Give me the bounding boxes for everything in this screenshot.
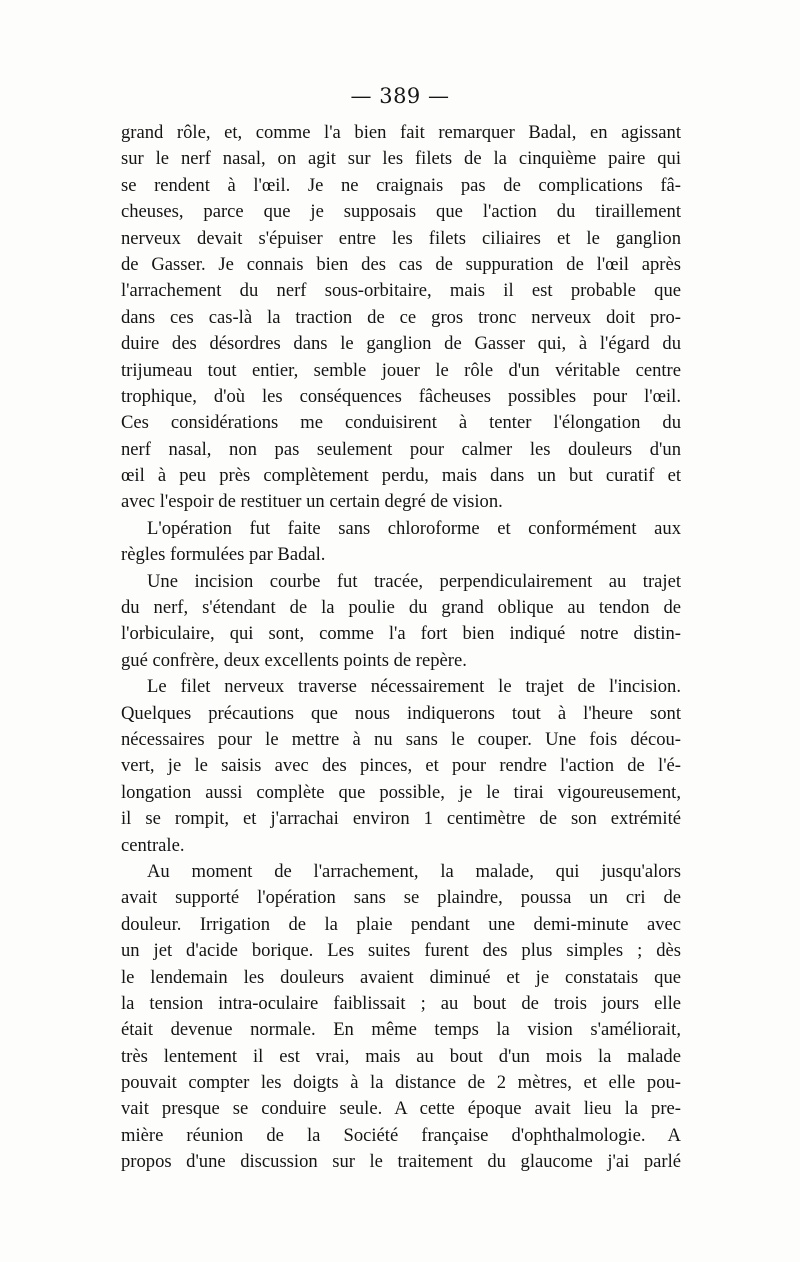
text-line: dans ces cas-là la traction de ce gros tronc nerveux doit pro- bbox=[121, 306, 681, 328]
page-number: — 389 — bbox=[350, 84, 450, 108]
text-line: la tension intra-oculaire faiblissait ; au bout de trois jours elle bbox=[121, 992, 681, 1014]
text-line: Quelques précautions que nous indiquerons tout à l'heure sont bbox=[121, 702, 681, 724]
text-line: le lendemain les douleurs avaient diminué et je constatais que bbox=[121, 966, 681, 988]
text-line: avait supporté l'opération sans se plaindre, poussa un cri de bbox=[121, 887, 681, 909]
text-line: duire des désordres dans le ganglion de Gasser qui, à l'égard du bbox=[121, 333, 681, 355]
text-line: œil à peu près complètement perdu, mais dans un but curatif et bbox=[121, 465, 681, 487]
text-line: trijumeau tout entier, semble jouer le rôle d'un véritable centre bbox=[121, 359, 681, 381]
text-line: mière réunion de la Société française d'ophthalmologie. A bbox=[121, 1124, 681, 1146]
text-line: avec l'espoir de restituer un certain degré de vision. bbox=[121, 491, 503, 513]
text-line: de Gasser. Je connais bien des cas de suppuration de l'œil après bbox=[121, 253, 681, 275]
text-line: se rendent à l'œil. Je ne craignais pas de complications fâ- bbox=[121, 174, 681, 196]
text-line: gué confrère, deux excellents points de repère. bbox=[121, 649, 467, 671]
text-line: douleur. Irrigation de la plaie pendant une demi-minute avec bbox=[121, 913, 681, 935]
text-line: L'opération fut faite sans chloroforme et conformément aux bbox=[147, 517, 681, 539]
text-line: il se rompit, et j'arrachai environ 1 centimètre de son extrémité bbox=[121, 808, 681, 830]
text-line: Ces considérations me conduisirent à tenter l'élongation du bbox=[121, 412, 681, 434]
text-line: l'arrachement du nerf sous-orbitaire, mais il est probable que bbox=[121, 280, 681, 302]
text-line: propos d'une discussion sur le traitement du glaucome j'ai parlé bbox=[121, 1151, 681, 1173]
text-line: du nerf, s'étendant de la poulie du grand oblique au tendon de bbox=[121, 597, 681, 619]
text-line: très lentement il est vrai, mais au bout d'un mois la malade bbox=[121, 1045, 681, 1067]
text-line: centrale. bbox=[121, 834, 185, 856]
text-line: Une incision courbe fut tracée, perpendiculairement au trajet bbox=[147, 570, 681, 592]
text-line: longation aussi complète que possible, je le tirai vigoureusement, bbox=[121, 781, 681, 803]
text-line: trophique, d'où les conséquences fâcheuses possibles pour l'œil. bbox=[121, 385, 681, 407]
text-line: Le filet nerveux traverse nécessairement le trajet de l'incision. bbox=[147, 676, 681, 698]
text-line: un jet d'acide borique. Les suites furent des plus simples ; dès bbox=[121, 940, 681, 962]
text-line: nécessaires pour le mettre à nu sans le couper. Une fois décou- bbox=[121, 728, 681, 750]
text-line: était devenue normale. En même temps la vision s'améliorait, bbox=[121, 1019, 681, 1041]
text-line: nerf nasal, non pas seulement pour calmer les douleurs d'un bbox=[121, 438, 681, 460]
text-line: Au moment de l'arrachement, la malade, qui jusqu'alors bbox=[147, 860, 681, 882]
text-line: cheuses, parce que je supposais que l'action du tiraillement bbox=[121, 201, 681, 223]
text-line: règles formulées par Badal. bbox=[121, 544, 326, 566]
text-line: pouvait compter les doigts à la distance de 2 mètres, et elle pou- bbox=[121, 1072, 681, 1094]
text-line: grand rôle, et, comme l'a bien fait remarquer Badal, en agissant bbox=[121, 122, 681, 143]
text-line: vait presque se conduire seule. A cette époque avait lieu la pre- bbox=[121, 1098, 681, 1120]
body-text bbox=[121, 120, 681, 1176]
text-line: l'orbiculaire, qui sont, comme l'a fort bien indiqué notre distin- bbox=[121, 623, 681, 645]
text-line: vert, je le saisis avec des pinces, et pour rendre l'action de l'é- bbox=[121, 755, 681, 777]
text-line: nerveux devait s'épuiser entre les filets ciliaires et le ganglion bbox=[121, 227, 681, 249]
text-line: sur le nerf nasal, on agit sur les filets de la cinquième paire qui bbox=[121, 148, 681, 170]
